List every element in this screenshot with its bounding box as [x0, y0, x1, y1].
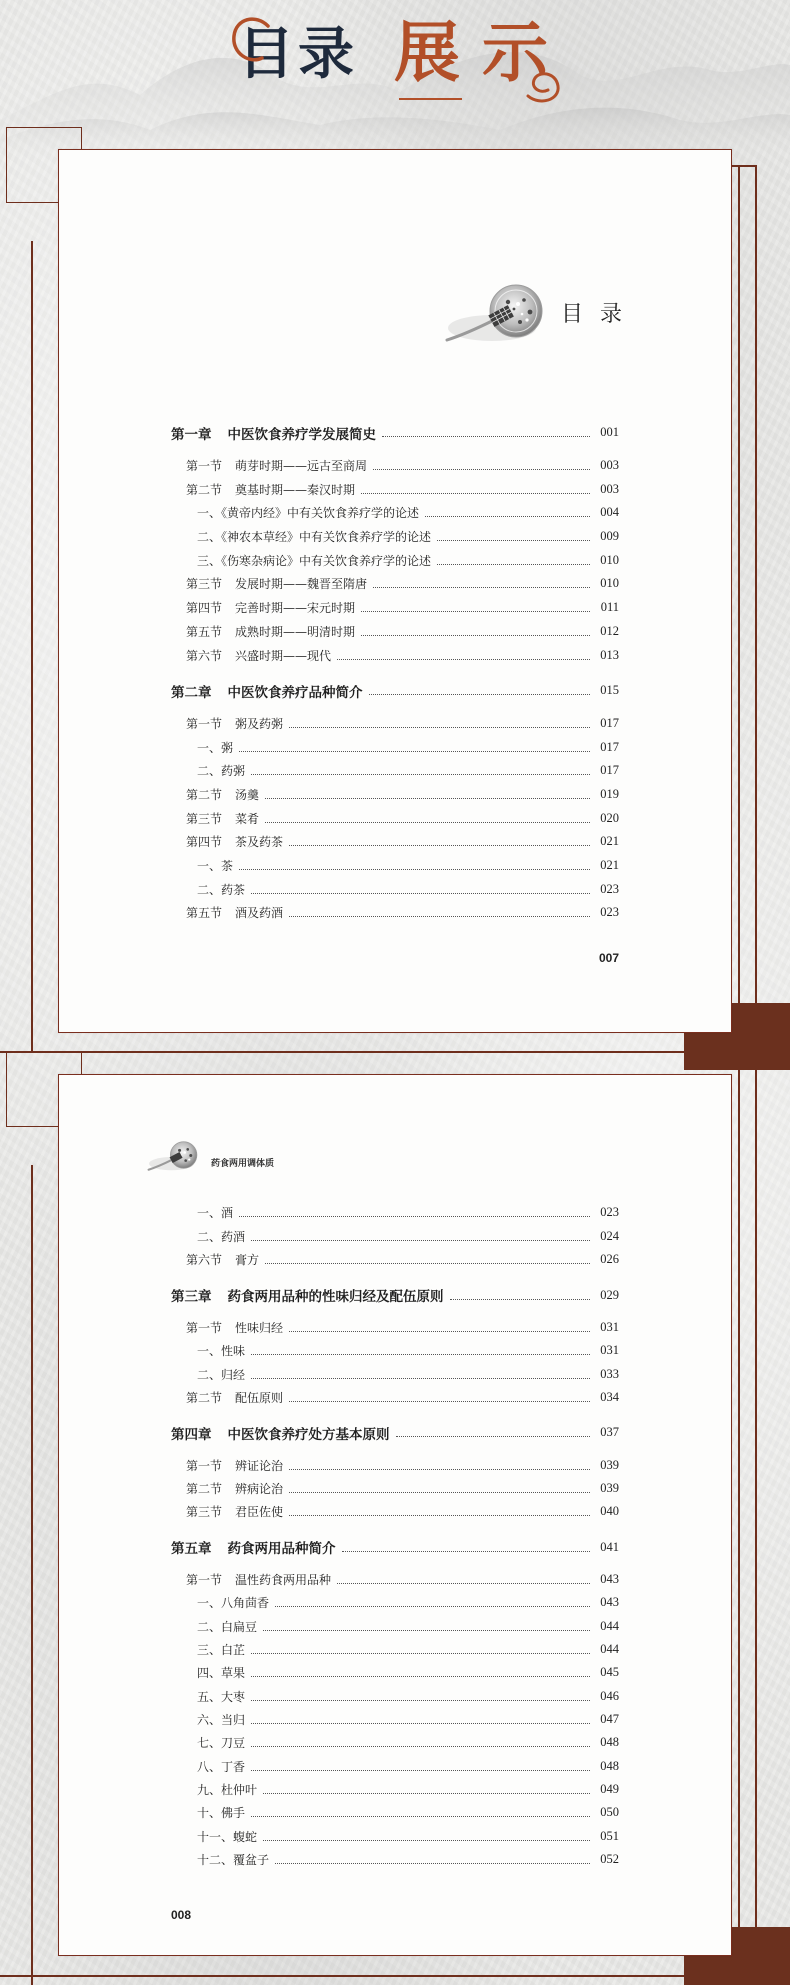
entry-number: 第三节	[186, 811, 223, 826]
dot-leader	[289, 1401, 590, 1402]
entry-page: 045	[600, 1665, 619, 1680]
toc-chapter-row	[171, 1283, 619, 1306]
entry-title: 奠基时期——秦汉时期	[235, 482, 356, 497]
toc-heading: 目 录	[561, 302, 627, 327]
entry-title: 一、八角茴香	[197, 1596, 270, 1611]
entry-page: 019	[600, 786, 619, 801]
entry-title: 药食两用品种简介	[227, 1541, 336, 1558]
dot-leader	[361, 611, 590, 612]
dot-leader	[396, 1436, 591, 1437]
entry-page: 033	[600, 1366, 619, 1381]
dot-leader	[251, 1700, 590, 1701]
entry-page: 023	[600, 905, 619, 920]
toc-section-row	[171, 783, 619, 807]
toc-item-row	[171, 1339, 619, 1362]
entry-title: 二、《神农本草经》中有关饮食养疗学的论述	[197, 530, 432, 545]
entry-title: 辨病论治	[235, 1481, 284, 1496]
toc-section-row	[171, 830, 619, 854]
dot-leader	[382, 436, 590, 437]
entry-title: 君臣佐使	[235, 1505, 284, 1520]
entry-page: 043	[600, 1595, 619, 1610]
dot-leader	[239, 1216, 590, 1217]
toc-item-row	[171, 759, 619, 783]
toc-section-row	[171, 1477, 619, 1500]
dot-leader	[275, 1606, 590, 1607]
entry-title: 性味归经	[235, 1320, 284, 1335]
entry-page: 017	[600, 763, 619, 778]
entry-number: 第六节	[186, 648, 223, 663]
dot-leader	[342, 1551, 591, 1552]
entry-number: 第五节	[186, 906, 223, 921]
dot-leader	[437, 540, 590, 541]
entry-title: 十一、蝮蛇	[197, 1829, 258, 1844]
entry-page: 009	[600, 529, 619, 544]
dot-leader	[263, 1630, 590, 1631]
toc-section-row	[171, 1386, 619, 1409]
entry-page: 015	[600, 683, 619, 698]
entry-page: 020	[600, 810, 619, 825]
entry-number: 第二节	[186, 482, 223, 497]
entry-number: 第一章	[171, 426, 212, 443]
dot-leader	[265, 1263, 590, 1264]
toc-section-row	[171, 620, 619, 644]
entry-title: 萌芽时期——远古至商周	[235, 459, 368, 474]
toc-section-row	[171, 454, 619, 478]
entry-title: 九、杜仲叶	[197, 1783, 258, 1798]
entry-page: 048	[600, 1735, 619, 1750]
toc-item-row	[171, 1778, 619, 1801]
frame-line	[0, 1975, 684, 1977]
toc-item-row	[171, 1614, 619, 1637]
toc-section-row	[171, 643, 619, 667]
entry-title: 汤羹	[235, 787, 260, 802]
entry-title: 中医饮食养疗品种简介	[227, 684, 363, 701]
entry-page: 051	[600, 1828, 619, 1843]
dot-leader	[289, 1469, 590, 1470]
toc-item-row	[171, 1225, 619, 1248]
title-part-dark: 目录	[238, 21, 358, 87]
entry-title: 兴盛时期——现代	[235, 648, 332, 663]
entry-page: 021	[600, 858, 619, 873]
entry-title: 中医饮食养疗处方基本原则	[227, 1426, 390, 1443]
entry-title: 十、佛手	[197, 1806, 246, 1821]
entry-page: 012	[600, 623, 619, 638]
toc-section-row	[171, 901, 619, 925]
frame-line	[0, 1051, 684, 1053]
entry-page: 010	[600, 576, 619, 591]
dot-leader	[425, 516, 590, 517]
entry-page: 034	[600, 1389, 619, 1404]
entry-title: 三、白芷	[197, 1642, 246, 1657]
toc-item-row	[171, 1801, 619, 1824]
dot-leader	[251, 1770, 590, 1771]
entry-title: 菜肴	[235, 811, 260, 826]
dot-leader	[251, 1723, 590, 1724]
entry-title: 八、丁香	[197, 1759, 246, 1774]
entry-page: 031	[600, 1343, 619, 1358]
title-part-accent: 展示	[394, 13, 570, 91]
entry-page: 043	[600, 1571, 619, 1586]
dot-leader	[289, 1492, 590, 1493]
entry-number: 第五章	[171, 1541, 212, 1558]
dot-leader	[251, 1240, 590, 1241]
toc-item-row	[171, 1731, 619, 1754]
entry-page: 026	[600, 1252, 619, 1267]
running-header-title: 药食两用调体质	[211, 1158, 275, 1168]
entry-title: 一、粥	[197, 740, 234, 755]
toc-section-row	[171, 477, 619, 501]
entry-title: 粥及药粥	[235, 716, 284, 731]
dot-leader	[289, 1331, 590, 1332]
entry-page: 037	[600, 1425, 619, 1440]
entry-title: 酒及药酒	[235, 906, 284, 921]
entry-page: 021	[600, 834, 619, 849]
dot-leader	[361, 635, 590, 636]
entry-number: 第三节	[186, 1505, 223, 1520]
toc-item-row	[171, 1825, 619, 1848]
toc-section-row	[171, 596, 619, 620]
entry-page: 047	[600, 1712, 619, 1726]
entry-page: 031	[600, 1319, 619, 1334]
dot-leader	[437, 564, 590, 565]
entry-title: 二、归经	[197, 1367, 246, 1382]
entry-page: 023	[600, 881, 619, 896]
toc-section-row	[171, 1453, 619, 1476]
entry-page: 052	[600, 1852, 619, 1867]
dot-leader	[251, 1816, 590, 1817]
dot-leader	[361, 493, 590, 494]
entry-number: 第二节	[186, 1481, 223, 1496]
toc-item-row	[171, 1755, 619, 1778]
dot-leader	[251, 1653, 590, 1654]
toc-section-row	[171, 1568, 619, 1591]
entry-title: 二、药茶	[197, 882, 246, 897]
dot-leader	[450, 1299, 591, 1300]
entry-number: 第三章	[171, 1289, 212, 1305]
toc-item-row	[171, 1708, 619, 1731]
dot-leader	[251, 774, 590, 775]
toc-item-row	[171, 877, 619, 901]
toc-chapter-row	[171, 421, 619, 445]
entry-page: 013	[600, 647, 619, 662]
dot-leader	[251, 1676, 590, 1677]
dot-leader	[239, 869, 590, 870]
entry-title: 六、当归	[197, 1713, 246, 1727]
entry-number: 第四节	[186, 601, 223, 616]
entry-page: 039	[600, 1480, 619, 1495]
entry-page: 024	[600, 1228, 619, 1243]
entry-number: 第五节	[186, 624, 223, 639]
toc-section-row	[171, 572, 619, 596]
entry-number: 第四节	[186, 835, 223, 850]
dot-leader	[263, 1840, 590, 1841]
entry-title: 药食两用品种的性味归经及配伍原则	[227, 1289, 444, 1305]
entry-number: 第六节	[186, 1253, 223, 1268]
entry-title: 一、茶	[197, 859, 234, 874]
entry-title: 五、大枣	[197, 1689, 246, 1704]
dot-leader	[263, 1793, 590, 1794]
entry-number: 第二章	[171, 684, 212, 701]
entry-title: 发展时期——魏晋至隋唐	[235, 577, 368, 592]
dot-leader	[373, 469, 590, 470]
entry-title: 辨证论治	[235, 1458, 284, 1473]
entry-page: 017	[600, 739, 619, 754]
dot-leader	[275, 1863, 590, 1864]
entry-number: 第三节	[186, 577, 223, 592]
toc-item-row	[171, 1848, 619, 1871]
toc-section-row	[171, 1316, 619, 1339]
entry-page: 049	[600, 1782, 619, 1797]
entry-number: 第二节	[186, 1390, 223, 1405]
toc-item-row	[171, 1661, 619, 1684]
dot-leader	[239, 751, 590, 752]
toc-chapter-row	[171, 679, 619, 703]
toc-item-row	[171, 1638, 619, 1661]
dot-leader	[265, 798, 590, 799]
page-number: 008	[171, 1908, 192, 1922]
entry-page: 039	[600, 1457, 619, 1472]
herb-ladle-emblem-icon	[147, 1140, 204, 1172]
entry-page: 041	[600, 1539, 619, 1554]
entry-title: 二、药粥	[197, 764, 246, 779]
entry-title: 四、草果	[197, 1666, 246, 1681]
dot-leader	[337, 1583, 590, 1584]
entry-title: 二、白扁豆	[197, 1619, 258, 1634]
herb-ladle-emblem-icon	[444, 282, 556, 344]
toc-page-1	[58, 149, 732, 1033]
entry-title: 三、《伤寒杂病论》中有关饮食养疗学的论述	[197, 553, 432, 568]
entry-title: 一、《黄帝内经》中有关饮食养疗学的论述	[197, 506, 420, 521]
dot-leader	[289, 727, 590, 728]
dot-leader	[251, 1354, 590, 1355]
toc-page-2	[58, 1074, 732, 1956]
toc-list	[171, 1201, 619, 1871]
entry-number: 第一节	[186, 1320, 223, 1335]
dot-leader	[289, 845, 590, 846]
entry-title: 成熟时期——明清时期	[235, 624, 356, 639]
entry-page: 048	[600, 1758, 619, 1773]
toc-item-row	[171, 735, 619, 759]
toc-item-row	[171, 548, 619, 572]
entry-page: 004	[600, 505, 619, 520]
entry-title: 一、酒	[197, 1206, 234, 1221]
entry-title: 温性药食两用品种	[235, 1572, 332, 1587]
entry-number: 第一节	[186, 1458, 223, 1473]
dot-leader	[369, 694, 591, 695]
toc-item-row	[171, 1591, 619, 1614]
entry-title: 七、刀豆	[197, 1736, 246, 1751]
dot-leader	[289, 916, 590, 917]
entry-page: 044	[600, 1641, 619, 1656]
toc-section-row	[171, 1248, 619, 1271]
entry-number: 第四章	[171, 1426, 212, 1443]
entry-page: 003	[600, 458, 619, 473]
dot-leader	[373, 587, 590, 588]
entry-title: 中医饮食养疗学发展简史	[227, 426, 376, 443]
entry-page: 046	[600, 1688, 619, 1703]
entry-title: 一、性味	[197, 1344, 246, 1359]
toc-item-row	[171, 525, 619, 549]
toc-list	[171, 421, 619, 925]
toc-item-row	[171, 1684, 619, 1707]
entry-page: 023	[600, 1205, 619, 1220]
entry-number: 第一节	[186, 459, 223, 474]
entry-number: 第一节	[186, 1572, 223, 1587]
toc-item-row	[171, 1201, 619, 1224]
entry-title: 配伍原则	[235, 1390, 284, 1405]
toc-section-row	[171, 806, 619, 830]
dot-leader	[337, 659, 590, 660]
entry-title: 完善时期——宋元时期	[235, 601, 356, 616]
toc-item-row	[171, 501, 619, 525]
toc-item-row	[171, 1362, 619, 1385]
toc-chapter-row	[171, 1535, 619, 1558]
entry-page: 017	[600, 715, 619, 730]
frame-line	[31, 241, 33, 1051]
dot-leader	[265, 822, 590, 823]
entry-title: 二、药酒	[197, 1229, 246, 1244]
entry-page: 029	[600, 1287, 619, 1302]
toc-section-row	[171, 1500, 619, 1523]
dot-leader	[251, 1378, 590, 1379]
entry-title: 茶及药茶	[235, 835, 284, 850]
entry-title: 十二、覆盆子	[197, 1853, 270, 1868]
entry-page: 010	[600, 552, 619, 567]
frame-line	[732, 165, 756, 167]
toc-item-row	[171, 854, 619, 878]
entry-page: 040	[600, 1504, 619, 1519]
entry-page: 003	[600, 481, 619, 496]
entry-page: 050	[600, 1805, 619, 1820]
page-number: 007	[598, 951, 619, 965]
brush-swirl-decoration	[0, 0, 790, 120]
toc-section-row	[171, 712, 619, 736]
entry-number: 第一节	[186, 716, 223, 731]
toc-chapter-row	[171, 1421, 619, 1444]
dot-leader	[289, 1515, 590, 1516]
frame-line	[31, 1165, 33, 1985]
entry-page: 001	[600, 425, 619, 440]
entry-page: 011	[600, 600, 619, 615]
entry-page: 044	[600, 1618, 619, 1633]
entry-title: 膏方	[235, 1253, 260, 1268]
entry-number: 第二节	[186, 787, 223, 802]
dot-leader	[251, 893, 590, 894]
dot-leader	[251, 1746, 590, 1747]
